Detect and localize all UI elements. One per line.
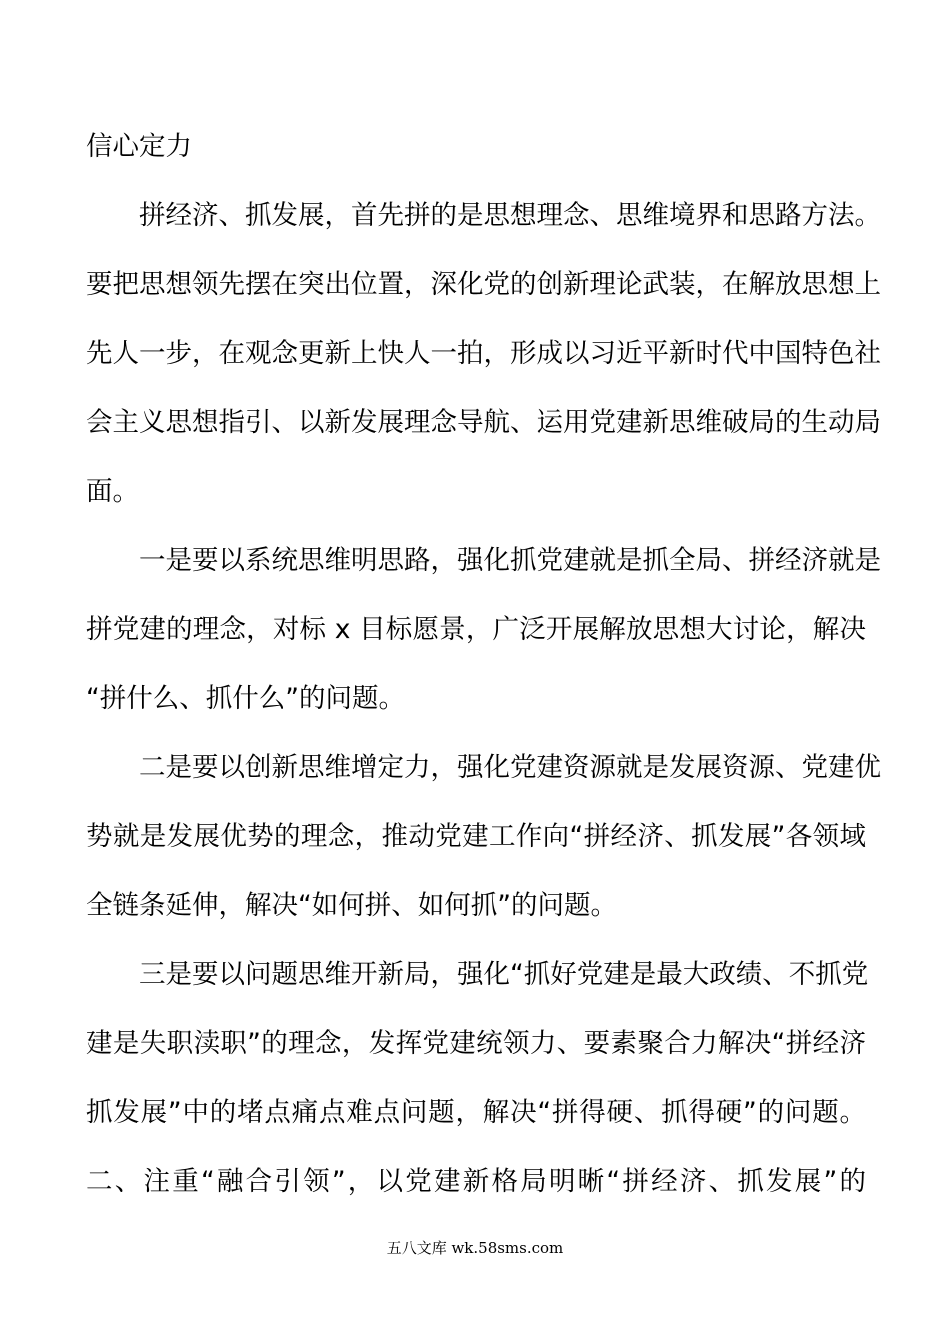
text-line: 拼党建的理念，对标 x 目标愿景，广泛开展解放思想大讨论，解决 [86,614,866,645]
text-line: 二是要以创新思维增定力，强化党建资源就是发展资源、党建优 [86,752,881,783]
page-footer: 五八文库 wk.58sms.com [386,1239,564,1257]
text-line: 拼经济、抓发展，首先拼的是思想理念、思维境界和思路方法。 [86,200,881,231]
text-line: 势就是发展优势的理念，推动党建工作向“拼经济、抓发展”各领域 [86,821,866,852]
text-line: 全链条延伸，解决“如何拼、如何抓”的问题。 [86,890,617,921]
text-line: 先人一步，在观念更新上快人一拍，形成以习近平新时代中国特色社 [86,338,881,369]
text-line: “拼什么、抓什么”的问题。 [86,683,405,714]
text-line: 会主义思想指引、以新发展理念导航、运用党建新思维破局的生动局 [86,407,881,438]
text-line: 抓发展”中的堵点痛点难点问题，解决“拼得硬、抓得硬”的问题。 [86,1097,866,1128]
text-line: 三是要以问题思维开新局，强化“抓好党建是最大政绩、不抓党 [86,959,869,990]
text-line: 面。 [86,476,139,507]
text-line: 要把思想领先摆在突出位置，深化党的创新理论武装，在解放思想上 [86,269,881,300]
section-heading: 二、注重“融合引领”，以党建新格局明晰“拼经济、抓发展”的 [86,1166,866,1197]
text-line: 建是失职渎职”的理念，发挥党建统领力、要素聚合力解决“拼经济 [86,1028,866,1059]
text-line: 信心定力 [86,131,192,162]
text-line: 一是要以系统思维明思路，强化抓党建就是抓全局、拼经济就是 [86,545,881,576]
